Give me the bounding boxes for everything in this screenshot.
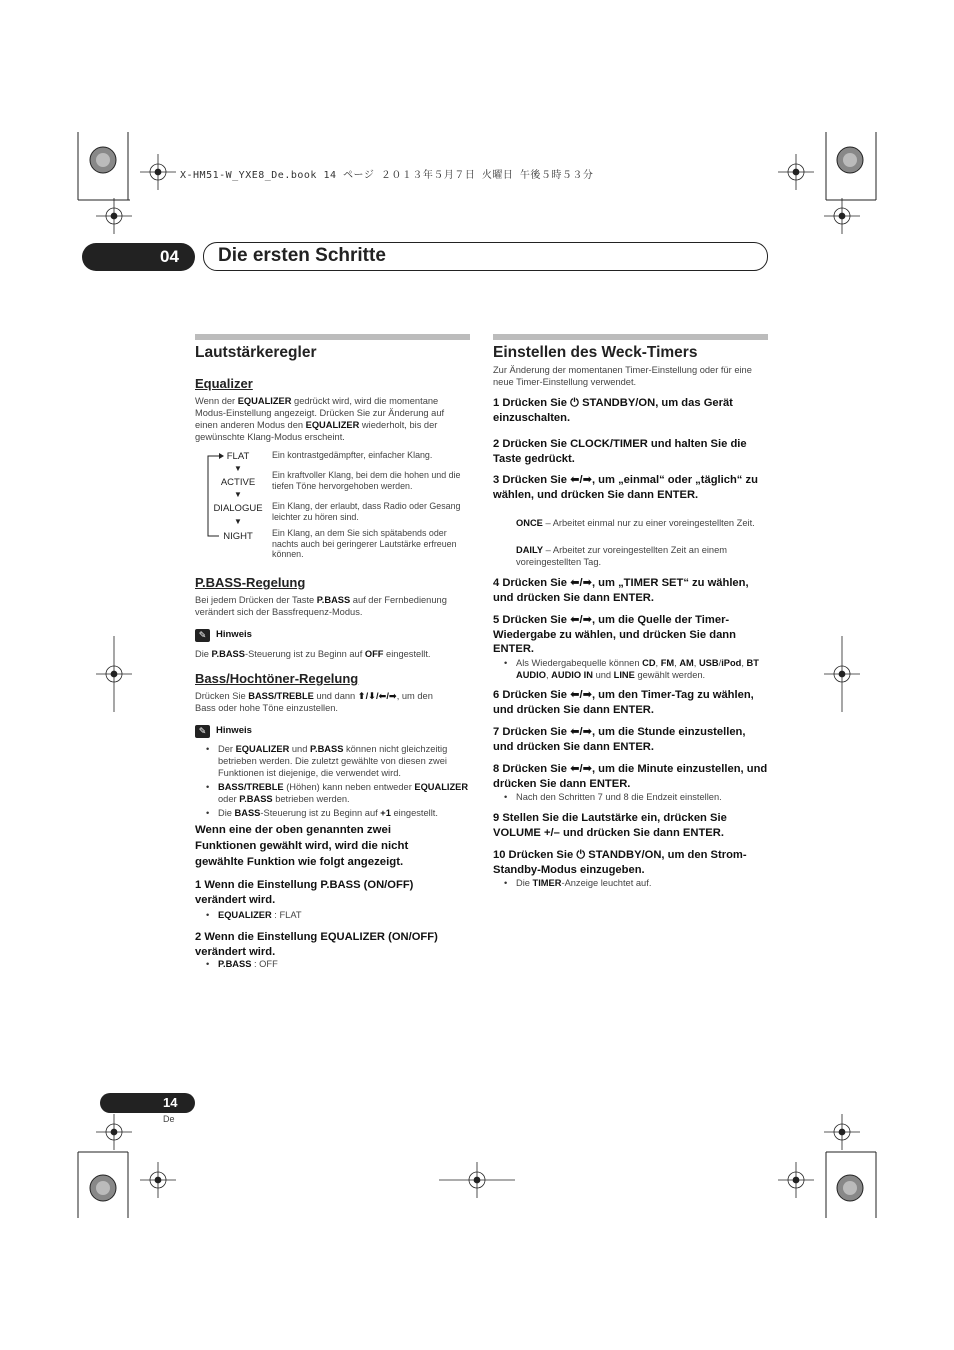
step5-bullet [504,657,768,683]
list-item: • Die TIMER-Anzeige leuchtet auf. [504,877,768,889]
arrow-down-icon: ▼ [234,490,242,499]
timer-step-2: 2 Drücken Sie CLOCK/TIMER und halten Sie die Taste gedrückt. [493,438,747,465]
timer-step-6: 6 Drücken Sie ⬅/➡, um den Timer-Tag zu wählen, und drücken Sie dann ENTER. [493,689,754,716]
mode-desc-night: Ein Klang, an dem Sie sich spätabends oder nachts auch bei geringerer Lautstärke erfreuen können. [272,528,457,559]
pbass-note: Die P.BASS-Steuerung ist zu Beginn auf OFF eingestellt. [195,649,431,659]
left-step-2: 2 Wenn die Einstellung EQUALIZER (ON/OFF) verändert wird. [195,931,438,958]
left-step-1-bullet [206,909,466,923]
list-item: • EQUALIZER : FLAT [206,909,466,921]
mode-desc-flat: Ein kontrastgedämpfter, einfacher Klang. [272,450,433,460]
note-heading: ✎ Hinweis [195,724,252,738]
step10-bullet [504,877,768,891]
pencil-icon: ✎ [195,629,210,642]
section-title-lautstaerke: Lautstärkeregler [195,344,317,361]
page-language: De [163,1114,175,1124]
timer-step-3: 3 Drücken Sie ⬅/➡, um „einmal“ oder „täglich“ zu wählen, und drücken Sie dann ENTER. [493,474,758,501]
step3-once: ONCE – Arbeitet einmal nur zu einer voreingestellten Zeit. [516,518,755,528]
timer-step-10: 10 Drücken Sie ⏻ STANDBY/ON, um den Strom-Standby-Modus einzugeben. [493,849,747,876]
list-item: • Als Wiedergabequelle können CD, FM, AM, USB/iPod, BT AUDIO, AUDIO IN und LINE gewählt werden. [504,657,768,681]
bold-paragraph: Wenn eine der oben genannten zwei Funktionen gewählt wird, wird die nicht gewählte Funktion wie folgt angezeigt. [195,824,409,868]
chapter-number: 04 [160,247,179,266]
mode-desc-dialogue: Ein Klang, der erlaubt, dass Radio oder Gesang leichter zu hören sind. [272,501,461,522]
list-item: • BASS/TREBLE (Höhen) kann neben entweder EQUALIZER oder P.BASS betrieben werden. [206,781,470,805]
timer-step-1: 1 Drücken Sie ⏻ STANDBY/ON, um das Gerät einzuschalten. [493,397,733,424]
timer-step-8: 8 Drücken Sie ⬅/➡, um die Minute einzustellen, und drücken Sie dann ENTER. [493,763,768,790]
bass-treble-notes [206,743,470,821]
section-bar [195,334,470,340]
equalizer-text: Wenn der EQUALIZER gedrückt wird, wird die momentane Modus-Einstellung angezeigt. Drücken Sie zur Änderung auf einen anderen Modus den EQUALIZER wiederholt, bis der gewünschte Klang-Modus erscheint. [195,396,445,442]
chapter-title: Die ersten Schritte [218,245,386,266]
step3-daily: DAILY – Arbeitet zur voreingestellten Zeit an einem voreingestellten Tag. [516,545,728,567]
timer-step-5: 5 Drücken Sie ⬅/➡, um die Quelle der Timer-Wiedergabe zu wählen, und drücken Sie dann ENTER. [493,614,736,655]
left-step-2-bullet [206,958,466,972]
mode-desc-active: Ein kraftvoller Klang, bei dem die hohen und die tiefen Töne hervorgehoben werden. [272,470,461,491]
section-title-weck-timer: Einstellen des Weck-Timers [493,344,698,361]
subsection-title-pbass: P.BASS-Regelung [195,575,306,590]
note-heading: ✎ Hinweis [195,628,252,642]
print-header: X-HM51-W_YXE8_De.book 14 ページ ２０１３年５月７日 火曜日 午後５時５３分 [180,170,594,181]
mode-flat: FLAT [226,451,250,462]
page-badge [100,1093,195,1113]
page-number: 14 [163,1095,178,1110]
mode-night: NIGHT [223,531,253,542]
list-item: • Der EQUALIZER und P.BASS können nicht gleichzeitig betrieben werden. Die zuletzt gewählte von diesen zwei Funktionen ist diejenige, die verwendet wird. [206,743,470,779]
left-step-1: 1 Wenn die Einstellung P.BASS (ON/OFF) verändert wird. [195,879,414,906]
pencil-icon: ✎ [195,725,210,738]
timer-step-4: 4 Drücken Sie ⬅/➡, um „TIMER SET“ zu wählen, und drücken Sie dann ENTER. [493,577,749,604]
step8-bullet [504,791,768,805]
list-item: • Die BASS-Steuerung ist zu Beginn auf +1 eingestellt. [206,807,470,819]
timer-step-9: 9 Stellen Sie die Lautstärke ein, drücken Sie VOLUME +/– und drücken Sie dann ENTER. [493,812,727,839]
mode-dialogue: DIALOGUE [213,503,263,514]
arrow-down-icon: ▼ [234,464,242,473]
arrow-down-icon: ▼ [234,517,242,526]
subsection-title-equalizer: Equalizer [195,376,253,391]
pbass-text: Bei jedem Drücken der Taste P.BASS auf der Fernbedienung verändert sich der Bassfrequenz-Modus. [195,595,447,617]
timer-step-7: 7 Drücken Sie ⬅/➡, um die Stunde einzustellen, und drücken Sie dann ENTER. [493,726,746,753]
list-item: • Nach den Schritten 7 und 8 die Endzeit einstellen. [504,791,768,803]
list-item: • P.BASS : OFF [206,958,466,970]
timer-intro: Zur Änderung der momentanen Timer-Einstellung oder für eine neue Timer-Einstellung verwendet. [493,365,752,387]
subsection-title-bass-treble: Bass/Hochtöner-Regelung [195,671,359,686]
bass-treble-text: Drücken Sie BASS/TREBLE und dann ⬆/⬇/⬅/➡, um den Bass oder hohe Töne einzustellen. [195,691,433,713]
section-bar [493,334,768,340]
mode-active: ACTIVE [220,477,256,488]
mode-cycle-line [205,450,225,540]
